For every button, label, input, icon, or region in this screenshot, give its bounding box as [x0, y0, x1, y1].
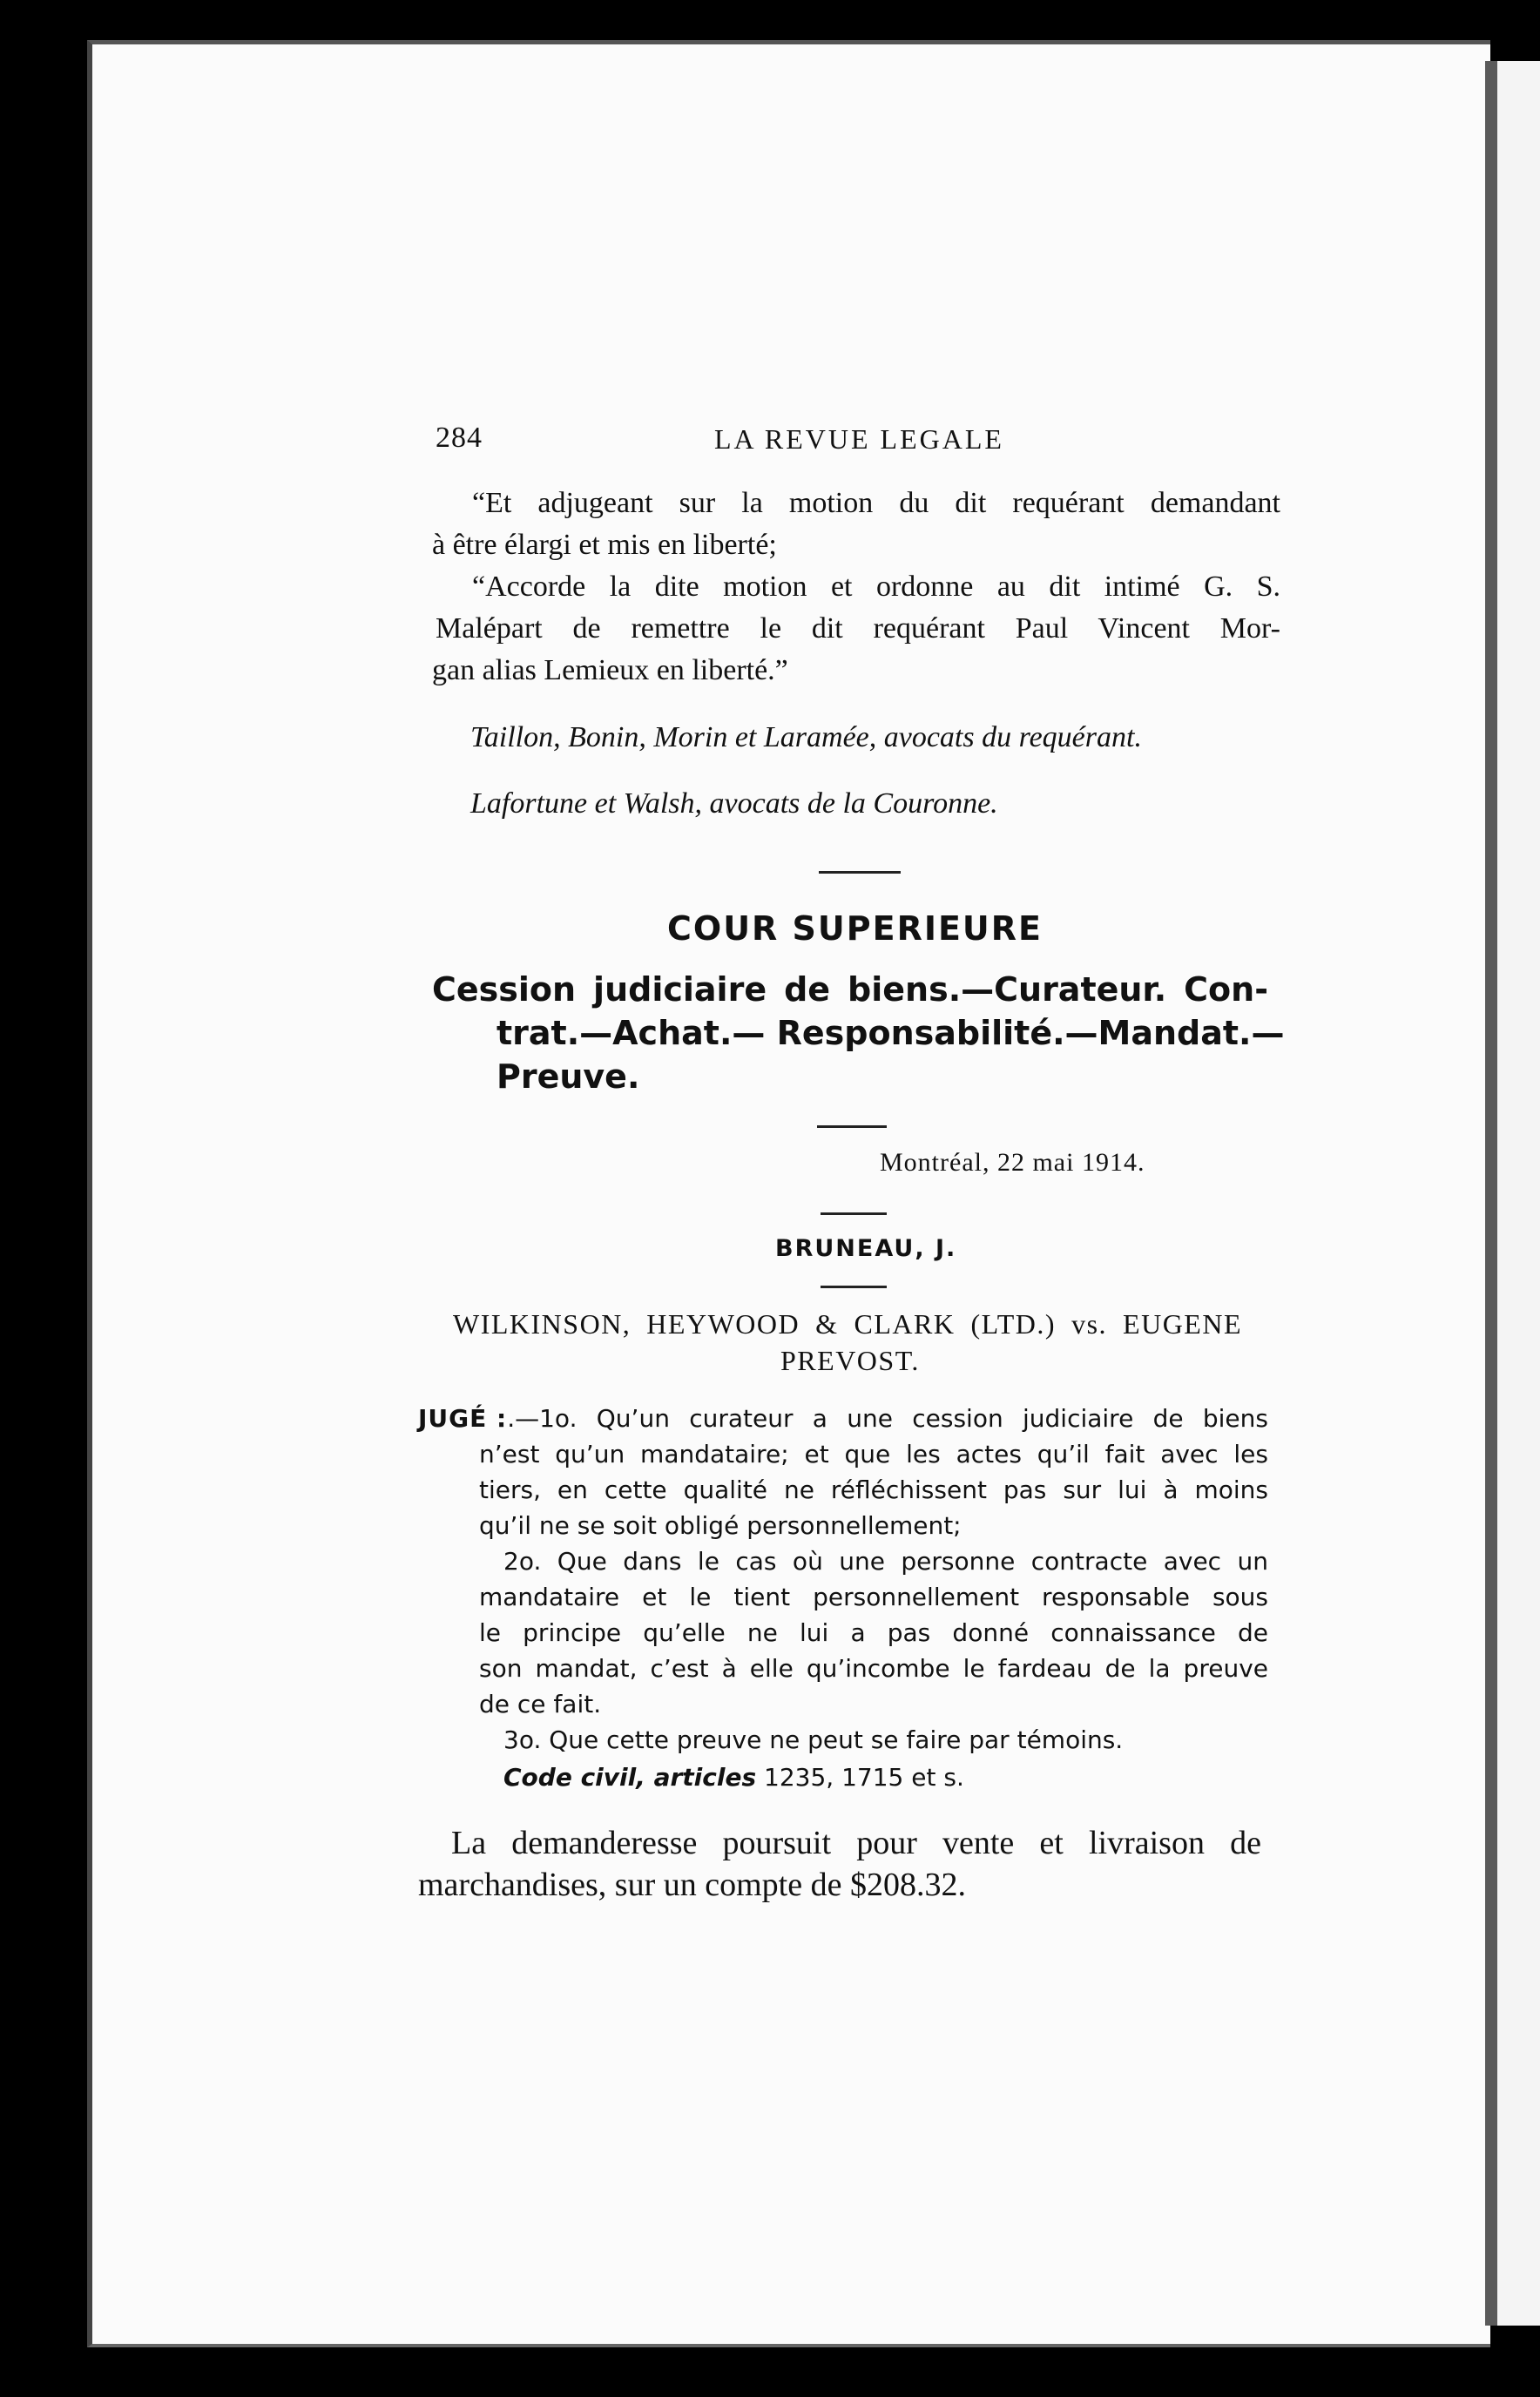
- page-sheet: [87, 40, 1490, 2347]
- headnote-line-1: Cession judiciaire de biens.—Curateur. Con-: [432, 970, 1268, 1009]
- summary-line-7: le principe qu’elle ne lui a pas donné connaissance de: [479, 1618, 1268, 1647]
- summary-line-4: qu’il ne se soit obligé personnellement;: [479, 1511, 962, 1540]
- summary-line-1: [418, 1404, 1268, 1433]
- summary-line-9: de ce fait.: [479, 1690, 602, 1718]
- summary-line-10: 3o. Que cette preuve ne peut se faire par témoins.: [503, 1725, 1124, 1754]
- order-line-1: “Et adjugeant sur la motion du dit requérant demandant: [472, 487, 1280, 519]
- code-reference: Code civil, articles: [503, 1763, 757, 1792]
- opening-line-1: La demanderesse poursuit pour vente et livraison de: [451, 1825, 1261, 1861]
- order-line-3: “Accorde la dite motion et ordonne au dit intimé G. S.: [472, 571, 1280, 603]
- summary-label: JUGÉ :: [418, 1404, 508, 1433]
- page-number: 284: [436, 422, 483, 454]
- judge-name: BRUNEAU, J.: [775, 1235, 957, 1262]
- running-head: LA REVUE LEGALE: [714, 423, 1004, 455]
- summary-line-3: tiers, en cette qualité ne réfléchissent pas sur lui à moins: [479, 1475, 1268, 1504]
- code-articles: 1235, 1715 et s.: [764, 1763, 964, 1792]
- opening-line-2: marchandises, sur un compte de $208.32.: [418, 1867, 966, 1903]
- section-rule-4: [821, 1286, 887, 1288]
- dateline: Montréal, 22 mai 1914.: [880, 1148, 1145, 1177]
- summary-line-8: son mandat, c’est à elle qu’incombe le fardeau de la preuve: [479, 1654, 1268, 1683]
- summary-line-6: mandataire et le tient personnellement responsable sous: [479, 1583, 1268, 1611]
- summary-line-11: [503, 1763, 964, 1792]
- headnote-line-2: trat.—Achat.— Responsabilité.—Mandat.—: [496, 1014, 1285, 1052]
- order-line-2: à être élargi et mis en liberté;: [432, 529, 777, 561]
- counsel-petitioner: Taillon, Bonin, Morin et Laramée, avocats du requérant.: [470, 721, 1142, 753]
- order-line-4: Malépart de remettre le dit requérant Paul Vincent Mor-: [436, 612, 1280, 645]
- section-rule-3: [821, 1212, 887, 1215]
- summary-line-5: 2o. Que dans le cas où une personne contracte avec un: [503, 1547, 1268, 1576]
- summary-text-1: .—1o. Qu’un curateur a une cession judiciaire de biens: [507, 1404, 1268, 1433]
- parties-line-2: PREVOST.: [780, 1345, 920, 1376]
- parties-line-1: WILKINSON, HEYWOOD & CLARK (LTD.) vs. EUGENE: [453, 1308, 1242, 1340]
- court-heading: COUR SUPERIEURE: [667, 909, 1044, 948]
- section-rule-2: [817, 1125, 887, 1128]
- counsel-crown: Lafortune et Walsh, avocats de la Couronne.: [470, 787, 998, 820]
- facing-page-edge: [1485, 61, 1540, 2326]
- order-line-5: gan alias Lemieux en liberté.”: [432, 654, 788, 686]
- summary-line-2: n’est qu’un mandataire; et que les actes qu’il fait avec les: [479, 1440, 1268, 1469]
- section-rule-1: [819, 871, 901, 874]
- headnote-line-3: Preuve.: [496, 1057, 640, 1096]
